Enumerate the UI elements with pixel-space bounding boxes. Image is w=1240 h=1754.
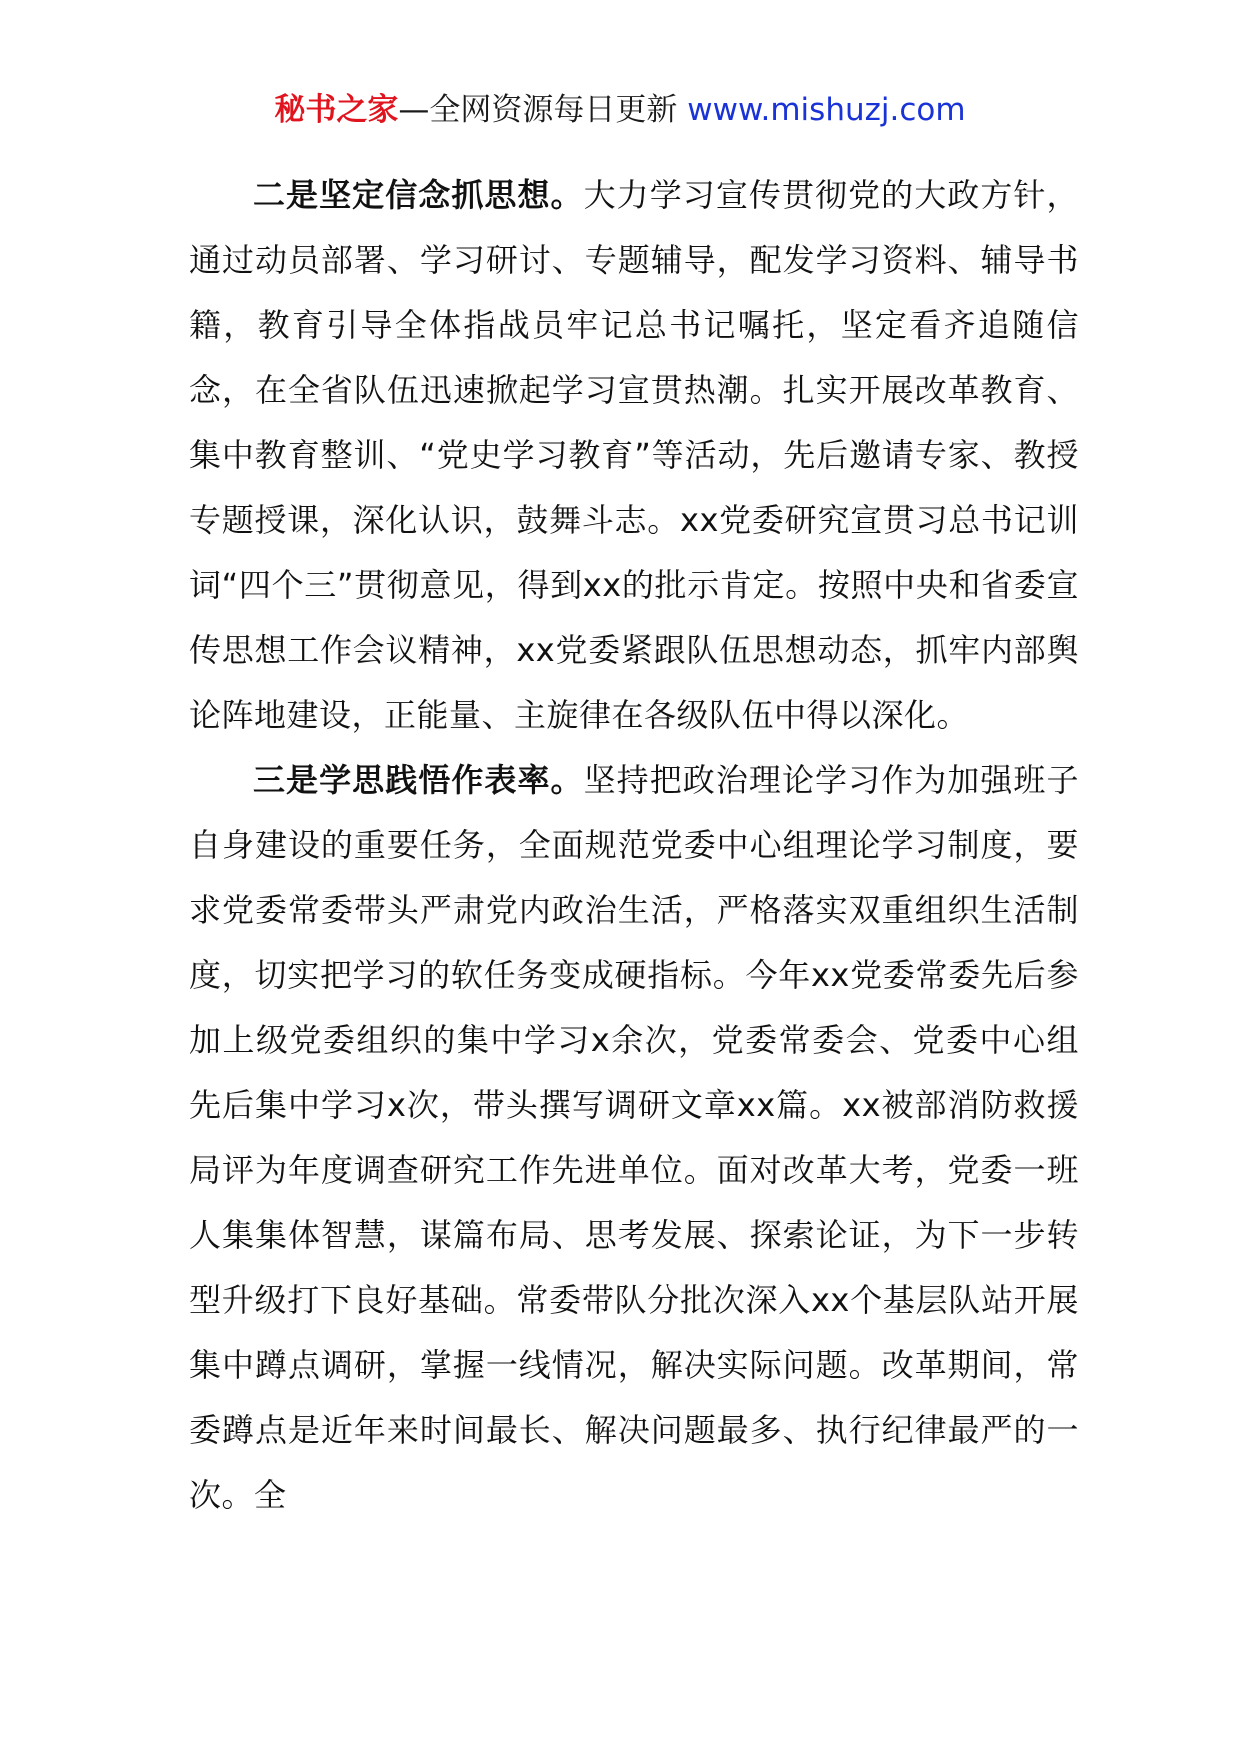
site-header xyxy=(0,86,1240,134)
paragraph-3 xyxy=(189,748,1079,1528)
paragraph-text: 大力学习宣传贯彻党的大政方针，通过动员部署、学习研讨、专题辅导，配发学习资料、辅导书籍，教育引导全体指战员牢记总书记嘱托，坚定看齐追随信念，在全省队伍迅速掀起学习宣贯热潮。扎实开展改革教育、集中教育整训、“党史学习教育”等活动，先后邀请专家、教授专题授课，深化认识，鼓舞斗志。xx党委研究宣贯习总书记训词“四个三”贯彻意见，得到xx的批示肯定。按照中央和省委宣传思想工作会议精神，xx党委紧跟队伍思想动态，抓牢内部舆论阵地建设，正能量、主旋律在各级队伍中得以深化。 xyxy=(189,176,1079,734)
document-body xyxy=(189,163,1079,1528)
site-brand: 秘书之家 xyxy=(274,92,399,128)
paragraph-lead: 二是坚定信念抓思想。 xyxy=(253,176,584,214)
site-url-link[interactable]: www.mishuzj.com xyxy=(687,92,966,128)
paragraph-text: 坚持把政治理论学习作为加强班子自身建设的重要任务，全面规范党委中心组理论学习制度，要求党委常委带头严肃党内政治生活，严格落实双重组织生活制度，切实把学习的软任务变成硬指标。今年xx党委常委先后参加上级党委组织的集中学习x余次，党委常委会、党委中心组先后集中学习x次，带头撰写调研文章xx篇。xx被部消防救援局评为年度调查研究工作先进单位。面对改革大考，党委一班人集集体智慧，谋篇布局、思考发展、探索论证，为下一步转型升级打下良好基础。常委带队分批次深入xx个基层队站开展集中蹲点调研，掌握一线情况，解决实际问题。改革期间，常委蹲点是近年来时间最长、解决问题最多、执行纪律最严的一次。全 xyxy=(189,761,1079,1514)
site-tagline: —全网资源每日更新 xyxy=(398,92,688,128)
paragraph-2 xyxy=(189,163,1079,748)
paragraph-lead: 三是学思践悟作表率。 xyxy=(253,761,584,799)
